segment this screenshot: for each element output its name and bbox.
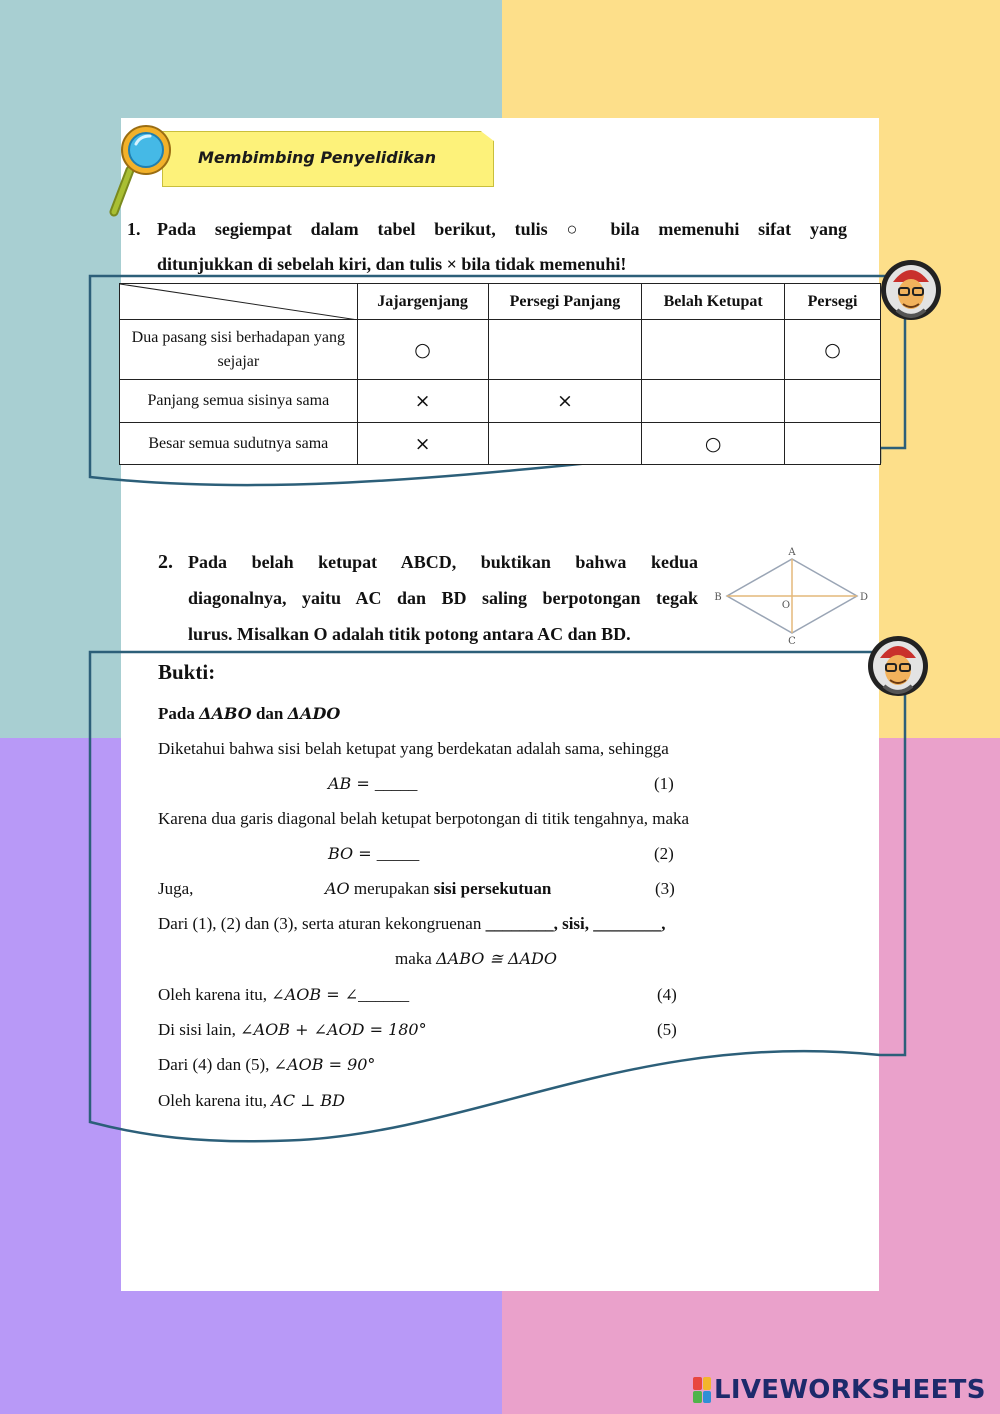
answer-cell[interactable]	[642, 320, 785, 380]
answer-cell[interactable]: ○	[785, 320, 881, 380]
question-text-line: ditunjukkan di sebelah kiri, dan tulis × bila tidak memenuhi!	[157, 254, 627, 274]
answer-cell[interactable]	[785, 423, 881, 465]
question-text-line: diagonalnya, yaitu AC dan BD saling berpotongan tegak	[188, 588, 698, 608]
answer-cell[interactable]: ×	[357, 380, 488, 423]
answer-cell[interactable]	[785, 380, 881, 423]
vertex-label-d: D	[859, 592, 869, 603]
equation-number: (3)	[655, 879, 675, 898]
proof-line: AB = _____	[328, 774, 418, 793]
column-header: Jajargenjang	[357, 284, 488, 320]
column-header: Belah Ketupat	[642, 284, 785, 320]
answer-blank[interactable]: _____	[374, 774, 418, 793]
answer-cell[interactable]	[488, 423, 642, 465]
answer-blank[interactable]: _____	[376, 844, 420, 863]
row-label: Panjang semua sisinya sama	[120, 380, 358, 423]
table-corner-cell	[120, 284, 358, 320]
equation-number: (5)	[657, 1020, 677, 1039]
proof-line: Pada ΔABO dan ΔADO	[158, 704, 341, 723]
equation-number: (1)	[654, 774, 674, 793]
answer-cell[interactable]: ×	[488, 380, 642, 423]
proof-line: Diketahui bahwa sisi belah ketupat yang berdekatan adalah sama, sehingga	[158, 739, 669, 758]
answer-cell[interactable]	[488, 320, 642, 380]
answer-cell[interactable]: ○	[642, 423, 785, 465]
liveworksheets-logo	[693, 1374, 986, 1406]
proof-title: Bukti:	[158, 660, 216, 684]
table-row	[120, 380, 881, 423]
vertex-label-o: O	[781, 600, 791, 611]
section-title: Membimbing Penyelidikan	[198, 148, 436, 167]
vertex-label-b: B	[714, 592, 722, 603]
answer-blank[interactable]: ________, sisi, ________,	[485, 914, 666, 933]
table-header-row	[120, 284, 881, 320]
question-2	[158, 544, 698, 652]
proof-line: Oleh karena itu, ∠AOB = ∠______	[158, 985, 410, 1004]
teacher-avatar-icon	[866, 628, 930, 704]
rhombus-abcd-figure	[712, 545, 872, 647]
column-header: Persegi Panjang	[488, 284, 642, 320]
proof-line: Dari (4) dan (5), ∠AOB = 90°	[158, 1055, 376, 1074]
table-row	[120, 320, 881, 380]
proof-line: AO merupakan sisi persekutuan	[325, 879, 552, 898]
proof-line: Juga,	[158, 879, 194, 898]
row-label: Dua pasang sisi berhadapan yang sejajar	[120, 320, 358, 380]
proof-line: Dari (1), (2) dan (3), serta aturan kekongruenan ________, sisi, ________,	[158, 914, 666, 933]
equation-number: (2)	[654, 844, 674, 863]
answer-cell[interactable]: ○	[357, 320, 488, 380]
answer-cell[interactable]	[642, 380, 785, 423]
question-number: 1.	[127, 219, 141, 239]
proof-line: BO = _____	[328, 844, 420, 863]
vertex-label-a: A	[788, 547, 796, 558]
table-row	[120, 423, 881, 465]
question-text-line: Pada segiempat dalam tabel berikut, tulis ○ bila memenuhi sifat yang	[157, 219, 847, 239]
question-number: 2.	[158, 551, 173, 573]
proof-line: Oleh karena itu, AC ⊥ BD	[158, 1091, 345, 1110]
vertex-label-c: C	[788, 636, 796, 647]
logo-text: LIVEWORKSHEETS	[714, 1375, 986, 1405]
question-text-line: lurus. Misalkan O adalah titik potong antara AC dan BD.	[188, 624, 631, 644]
answer-blank[interactable]: ______	[358, 985, 410, 1004]
teacher-avatar-icon	[879, 252, 943, 328]
magnifier-icon	[108, 120, 178, 220]
proof-line: Di sisi lain, ∠AOB + ∠AOD = 180°	[158, 1020, 427, 1039]
row-label: Besar semua sudutnya sama	[120, 423, 358, 465]
quadrilateral-properties-table	[119, 283, 881, 465]
equation-number: (4)	[657, 985, 677, 1004]
proof-line: maka ΔABO ≅ ΔADO	[395, 949, 557, 968]
diagonal-divider	[120, 284, 358, 320]
question-1	[127, 212, 847, 282]
liveworksheets-mark-icon	[693, 1377, 711, 1403]
proof-line: Karena dua garis diagonal belah ketupat berpotongan di titik tengahnya, maka	[158, 809, 690, 828]
question-text-line: Pada belah ketupat ABCD, buktikan bahwa kedua	[188, 552, 698, 572]
answer-cell[interactable]: ×	[357, 423, 488, 465]
column-header: Persegi	[785, 284, 881, 320]
